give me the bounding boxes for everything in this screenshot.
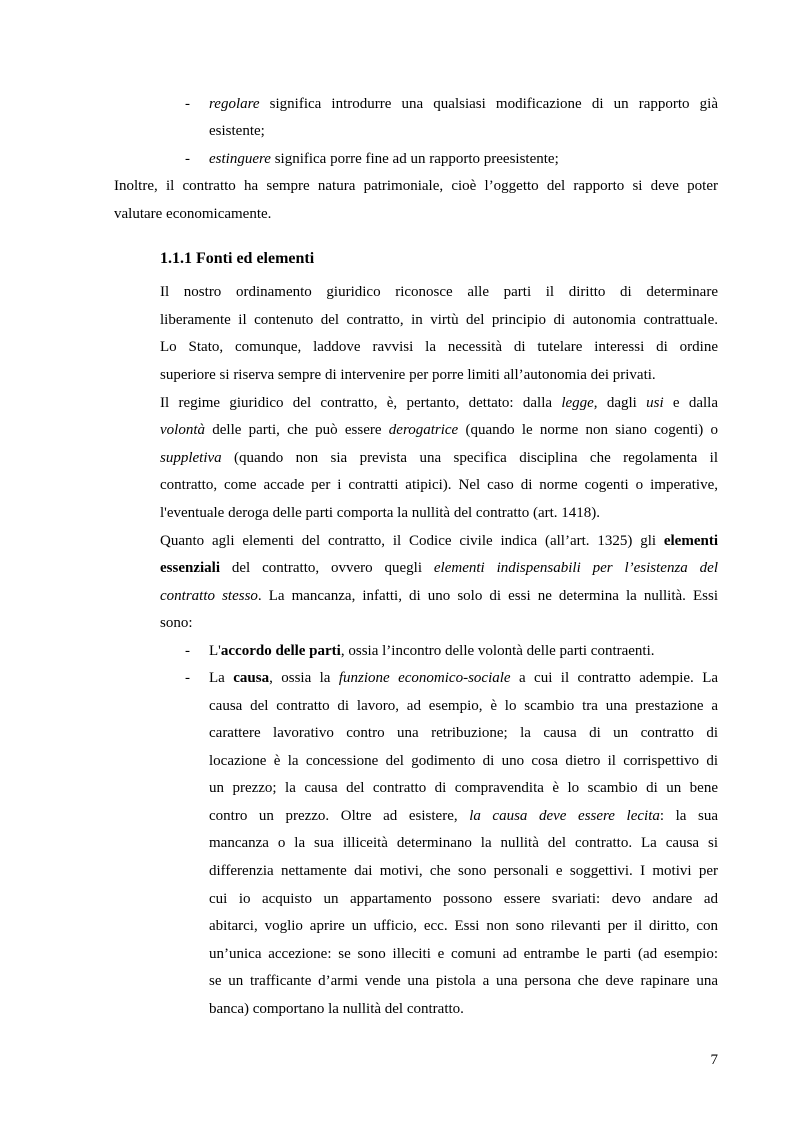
text: , ossia l’incontro delle volontà delle parti contraenti. — [340, 643, 655, 659]
text: del contratto, ovvero quegli — [220, 560, 434, 576]
para1-line-3: Lo Stato, comunque, laddove ravvisi la necessità di tutelare interessi di ordine — [160, 339, 718, 355]
text: L' — [209, 643, 221, 659]
emphasis: elementi indispensabili per l’esistenza del — [433, 560, 718, 576]
para3-line-4: sono: — [160, 615, 193, 631]
causa-line-1 — [209, 669, 718, 687]
term-legge: legge — [561, 395, 594, 411]
causa-line-11: un’unica accezione: se sono illeciti e comuni ad entrambe le parti (ad esempio: — [209, 946, 718, 962]
list-dash: - — [185, 96, 190, 112]
para2-line-5: l'eventuale deroga delle parti comporta la nullità del contratto (art. 1418). — [160, 505, 601, 521]
emphasis: la causa deve essere lecita — [469, 808, 660, 824]
text: . La mancanza, infatti, di uno solo di essi ne determina la nullità. Essi — [257, 588, 718, 604]
para1-line-4: superiore si riserva sempre di intervenire per porre limiti all’autonomia dei privati. — [160, 367, 656, 383]
para2-line-2 — [160, 421, 718, 439]
para3-line-2 — [160, 559, 718, 577]
term-causa: causa — [233, 670, 270, 686]
text: (quando le norme non siano cogenti) o — [458, 422, 718, 438]
list-item-text: significa porre fine ad un rapporto preesistente; — [270, 151, 559, 167]
list-item-estinguere — [209, 150, 559, 168]
list-dash: - — [185, 670, 190, 686]
list-dash: - — [185, 151, 190, 167]
text: Quanto agli elementi del contratto, il Codice civile indica (all’art. 1325) gli — [160, 533, 664, 549]
list-item-continuation: esistente; — [209, 123, 265, 139]
text: La — [209, 670, 234, 686]
term-elementi: elementi — [663, 533, 718, 549]
term-volonta: volontà — [160, 422, 205, 438]
causa-line-12: se un trafficante d’armi vende una pistola a una persona che deve rapinare una — [209, 973, 718, 989]
emphasis: funzione economico-sociale — [338, 670, 511, 686]
para3-line-1 — [160, 532, 718, 550]
causa-line-10: abitarci, voglio aprire un ufficio, ecc. Essi non sono rilevanti per il diritto, con — [209, 918, 718, 934]
list-item-regolare — [209, 95, 718, 113]
causa-line-5: un prezzo; la causa del contratto di compravendita è lo scambio di un bene — [209, 780, 718, 796]
term-usi: usi — [646, 395, 664, 411]
text: delle parti, che può essere — [205, 422, 389, 438]
text: : la sua — [659, 808, 718, 824]
para3-line-3 — [160, 587, 718, 605]
emphasis: contratto stesso — [160, 588, 258, 604]
term-accordo: accordo delle parti — [220, 643, 341, 659]
list-item-text: significa introdurre una qualsiasi modificazione di un rapporto già — [259, 96, 718, 112]
section-heading: 1.1.1 Fonti ed elementi — [160, 250, 315, 267]
para2-line-3 — [160, 449, 718, 467]
para1-line-1: Il nostro ordinamento giuridico riconosce alle parti il diritto di determinare — [160, 284, 718, 300]
term-suppletiva: suppletiva — [160, 450, 222, 466]
term-regolare: regolare — [209, 96, 260, 112]
causa-line-7: mancanza o la sua illiceità determinano la nullità del contratto. La causa si — [209, 835, 718, 851]
intro-line-1: Inoltre, il contratto ha sempre natura patrimoniale, cioè l’oggetto del rapporto si deve poter — [114, 178, 718, 194]
para2-line-4: contratto, come accade per i contratti atipici). Nel caso di norme cogenti o imperative, — [160, 477, 718, 493]
causa-line-8: differenzia nettamente dai motivi, che sono personali e soggettivi. I motivi per — [209, 863, 718, 879]
para2-line-1 — [160, 394, 718, 412]
list-item-accordo — [209, 642, 655, 660]
term-essenziali: essenziali — [160, 560, 220, 576]
causa-line-6 — [209, 807, 718, 825]
intro-line-2: valutare economicamente. — [114, 206, 272, 222]
causa-line-2: causa del contratto di lavoro, ad esempio, è lo scambio tra una prestazione a — [209, 698, 718, 714]
causa-line-9: cui io acquisto un appartamento possono essere svariati: devo andare ad — [209, 891, 718, 907]
text: e dalla — [663, 395, 718, 411]
text: (quando non sia prevista una specifica disciplina che regolamenta il — [221, 450, 718, 466]
text: , dagli — [593, 395, 647, 411]
text: a cui il contratto adempie. La — [510, 670, 719, 686]
list-dash: - — [185, 643, 190, 659]
text: Il regime giuridico del contratto, è, pertanto, dettato: dalla — [160, 395, 562, 411]
text: contro un prezzo. Oltre ad esistere, — [209, 808, 470, 824]
page-number: 7 — [710, 1052, 718, 1068]
causa-line-3: carattere lavorativo contro una retribuzione; la causa di un contratto di — [209, 725, 718, 741]
causa-line-13: banca) comportano la nullità del contratto. — [209, 1001, 464, 1017]
term-derogatrice: derogatrice — [388, 422, 459, 438]
causa-line-4: locazione è la concessione del godimento di uno cosa dietro il corrispettivo di — [209, 753, 718, 769]
para1-line-2: liberamente il contenuto del contratto, in virtù del principio di autonomia contrattuale. — [160, 312, 718, 328]
text: , ossia la — [269, 670, 339, 686]
term-estinguere: estinguere — [209, 151, 271, 167]
